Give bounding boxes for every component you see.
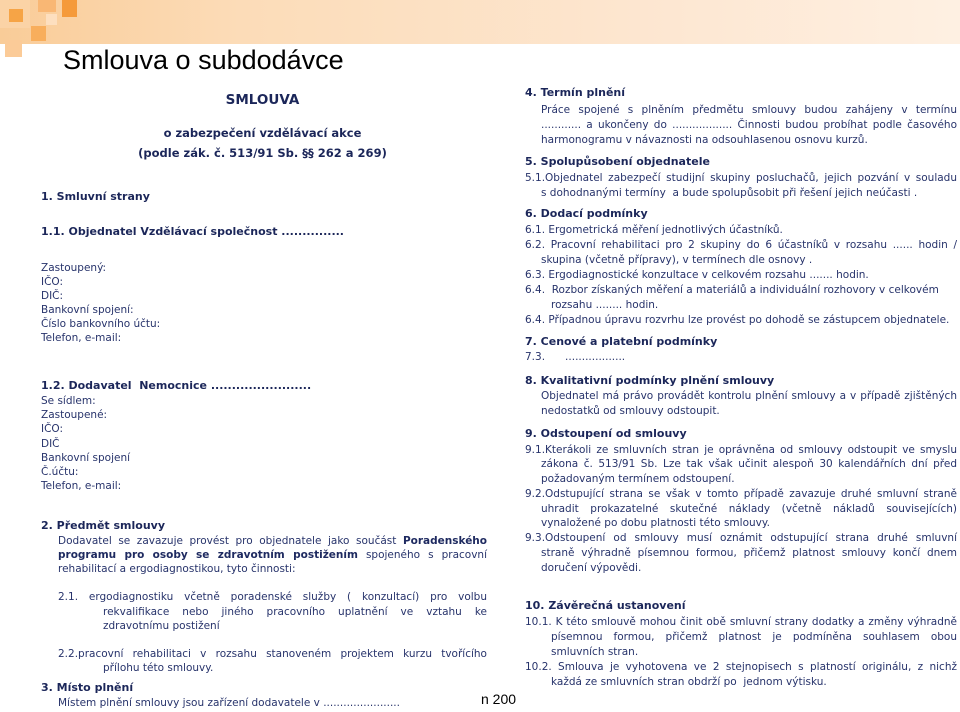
supplier-field: IČO:	[41, 423, 64, 436]
slide-title: Smlouva o subdodávce	[63, 45, 344, 75]
section-8-heading: 8. Kvalitativní podmínky plnění smlouvy	[525, 374, 775, 387]
section-6-line: 6.1. Ergometrická měření jednotlivých účastníků.	[525, 223, 783, 236]
contract-subheading: o zabezpečení vzdělávací akce	[163, 126, 362, 140]
section-5-line: 5.1.Objednatel zabezpečí studijní skupiny posluchačů, jejich pozvání v souladu	[525, 171, 957, 184]
section-5-heading: 5. Spolupůsobení objednatele	[525, 155, 710, 168]
item-line: 2.2.pracovní rehabilitaci v rozsahu stanoveném projektem kurzu tvořícího	[58, 648, 487, 660]
supplier-field: Se sídlem:	[41, 395, 96, 407]
section-9-body	[525, 443, 957, 576]
item-line: přílohu této smlouvy.	[103, 662, 214, 674]
section-9-line: 9.2.Odstupující strana se však v tomto případě zavazuje druhé smluvní straně	[525, 487, 957, 500]
section-9-line: zákona č. 513/91 Sb. Lze tak však učinit alespoň 30 kalendářních dní před	[541, 458, 957, 471]
section-9-line: straně výhradně písemnou formou, přičemž platnost smlouvy končí dnem	[541, 546, 957, 559]
item-line: rekvalifikace nebo jiného pracovního uplatnění ve vztahu ke	[103, 605, 487, 618]
section-9-line: doručení výpovědi.	[541, 561, 642, 574]
section-10-line: smluvních stran.	[551, 645, 639, 658]
supplier-field: Telefon, e-mail:	[41, 480, 122, 493]
subject-intro-text: rehabilitací a ergodiagnostikou, tyto činnosti:	[58, 563, 296, 575]
client-field: Telefon, e-mail:	[41, 332, 122, 344]
section-1-heading: 1. Smluvní strany	[41, 190, 150, 203]
section-7-heading: 7. Cenové a platební podmínky	[525, 335, 718, 348]
section-6-line: rozsahu ........ hodin.	[551, 299, 659, 312]
decorative-square	[5, 40, 22, 57]
client-heading: 1.1. Objednatel Vzdělávací společnost ...............	[41, 225, 344, 238]
section-5-line: s dohodnanými termíny a bude spolupůsobit při řešení jejich neúčasti .	[541, 186, 918, 199]
supplier-field: Bankovní spojení	[41, 451, 131, 464]
section-2-heading: 2. Předmět smlouvy	[41, 519, 166, 532]
section-8-line: Objednatel má právo provádět kontrolu plnění smlouvy a v případě zjištěných	[541, 389, 957, 402]
place-text	[41, 696, 487, 710]
decorative-square	[62, 0, 77, 17]
section-8-line: nedostatků od smlouvy odstoupit.	[541, 404, 720, 417]
section-6-line: 6.3. Ergodiagnostické konzultace v celkovém rozsahu ....... hodin.	[525, 268, 869, 281]
supplier-heading: 1.2. Dodavatel Nemocnice ........................	[41, 379, 312, 392]
subject-intro-bold: Poradenského	[402, 535, 487, 547]
section-7-line: 7.3. ..................	[525, 351, 626, 363]
client-field: IČO:	[41, 276, 64, 288]
section-10-line: každá ze smluvních stran obdrží po jednom výtisku.	[551, 675, 827, 688]
section-6-line: skupina (včetně přípravy), v termínech dle osnovy .	[541, 253, 813, 266]
slide-footer	[481, 689, 527, 709]
place-line: Místem plnění smlouvy jsou zařízení dodavatele v .......................	[58, 697, 400, 709]
section-4-body	[525, 103, 957, 148]
section-9-line: 9.3.Odstoupení od smlouvy musí oznámit odstupující strana druhé smluvní	[525, 532, 957, 544]
client-field: Číslo bankovního účtu:	[41, 318, 161, 330]
section-6-line: 6.4. Rozbor získaných měření a materiálů a individuální rozhovory v celkovém	[525, 284, 939, 297]
section-8-body	[525, 389, 957, 419]
contract-heading: SMLOUVA	[225, 92, 300, 108]
client-field: Bankovní spojení:	[41, 304, 134, 316]
section-9-heading: 9. Odstoupení od smlouvy	[525, 427, 687, 440]
section-9-line: uhradit prokazatelné skutečné náklady (včetně nákladů souvisejících)	[541, 502, 957, 515]
section-10-heading: 10. Závěrečná ustanovení	[525, 599, 686, 612]
subject-intro-bold: programu pro osoby se zdravotním postižením	[58, 549, 358, 561]
section-6-line: 6.2. Pracovní rehabilitaci pro 2 skupiny do 6 účastníků v rozsahu ...... hodin /	[525, 238, 957, 251]
subject-intro-line	[58, 548, 487, 562]
decorative-square	[46, 14, 57, 25]
supplier-fields	[41, 394, 487, 493]
subject-item-2-1	[41, 590, 487, 634]
subject-intro	[41, 534, 487, 576]
section-10-line: 10.1. K této smlouvě mohou činit obě smluvní strany dodatky a změny výhradně	[525, 615, 957, 628]
section-6-body	[525, 223, 957, 329]
subject-intro-line	[58, 534, 487, 548]
subject-intro-text: Dodavatel se zavazuje provést pro objednatele jako součást	[58, 535, 403, 547]
section-10-body	[525, 615, 957, 690]
section-5-body	[525, 171, 957, 201]
subject-item-2-2	[41, 647, 487, 675]
item-line: zdravotnímu postižení	[103, 620, 220, 632]
client-field: DIČ:	[41, 290, 64, 302]
supplier-field: Zastoupené:	[41, 409, 108, 422]
section-4-heading: 4. Termín plnění	[525, 86, 626, 99]
decorative-square	[9, 9, 23, 22]
decorative-square	[31, 26, 46, 41]
section-10-line: písemnou formou, přičemž platnost je podmíněna souhlasem obou	[551, 630, 957, 643]
client-fields	[41, 261, 487, 345]
section-7-body	[525, 350, 957, 364]
section-6-line: 6.4. Případnou úpravu rozvrhu lze provést po dohodě se zástupcem objednatele.	[525, 314, 950, 327]
section-9-line: požadovaným termínem odstoupení.	[541, 473, 735, 485]
subject-intro-text: spojeného s pracovní	[357, 549, 487, 561]
section-9-line: 9.1.Kterákoli ze smluvních stran je oprávněna od smlouvy odstoupit ve smyslu	[525, 443, 957, 456]
item-line: 2.1. ergodiagnostiku včetně poradenské služby ( konzultací) pro volbu	[58, 591, 487, 603]
subject-intro-line	[58, 562, 487, 576]
section-9-line: vynaložené po dobu platnosti této smlouvy.	[541, 517, 770, 530]
section-4-line: ............ a ukončeny do .................. Činnosti budou probíhat podle časového	[541, 118, 957, 131]
section-6-heading: 6. Dodací podmínky	[525, 207, 648, 220]
contract-legal-basis: (podle zák. č. 513/91 Sb. §§ 262 a 269)	[138, 146, 387, 160]
supplier-field: Č.účtu:	[41, 466, 79, 479]
client-field: Zastoupený:	[41, 262, 107, 274]
section-10-line: 10.2. Smlouva je vyhotovena ve 2 stejnopisech s platností originálu, z nichž	[525, 660, 957, 673]
section-4-line: Práce spojené s plněním předmětu smlouvy budou zahájeny v termínu	[541, 103, 957, 116]
decorative-square	[38, 0, 56, 12]
section-3-heading: 3. Místo plnění	[41, 681, 134, 694]
section-4-line: harmonogramu v návaznosti na odsouhlasenou osnovu kurzů.	[541, 133, 868, 146]
slide-footer-text: n 200	[481, 691, 517, 707]
supplier-field: DIČ	[41, 437, 60, 450]
header-gradient-band	[0, 0, 960, 44]
